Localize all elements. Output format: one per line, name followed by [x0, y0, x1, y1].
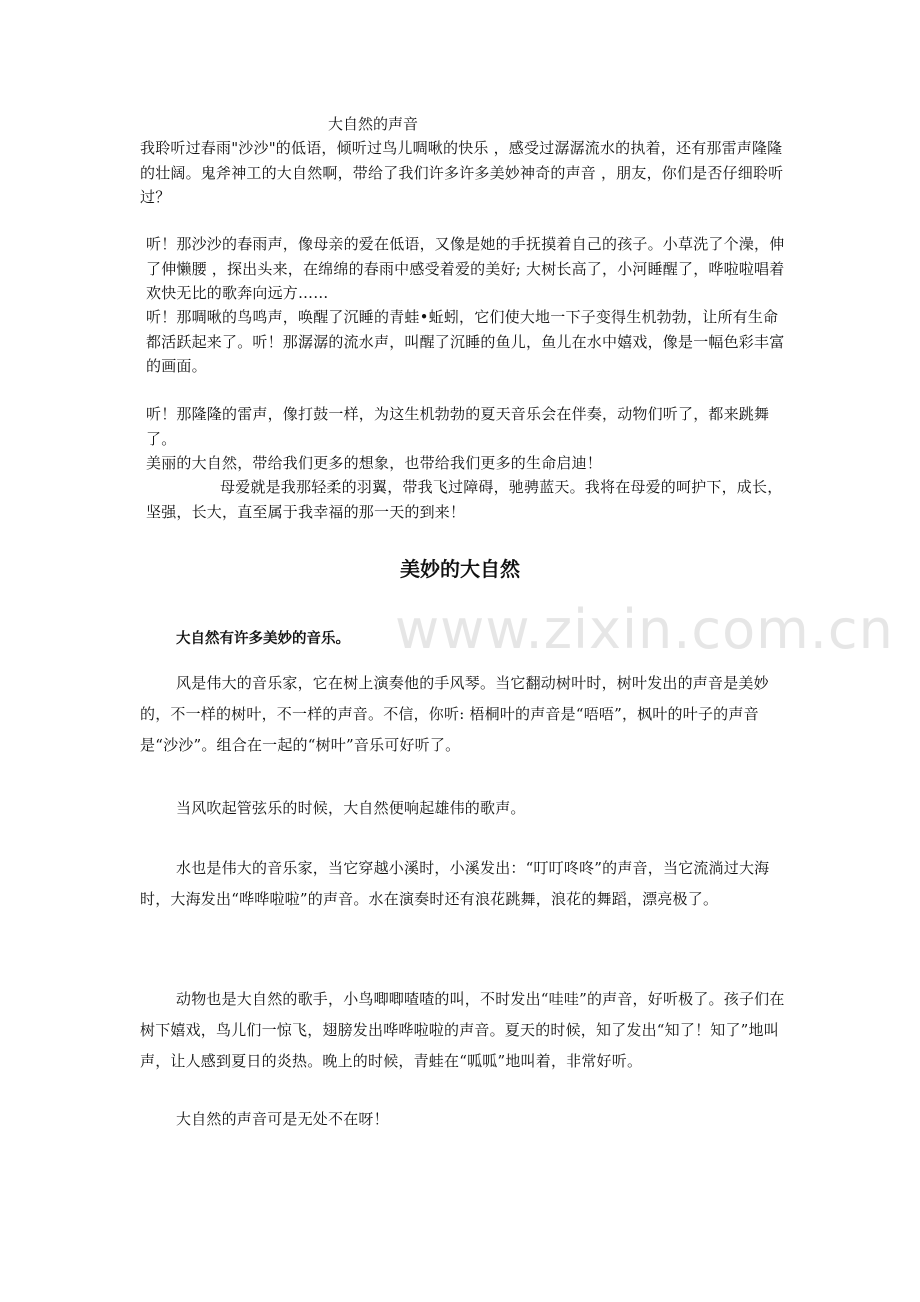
section2-paragraph-3: 水也是伟大的音乐家，当它穿越小溪时，小溪发出：“叮叮咚咚”的声音，当它流淌过大海时，大海发出“哗哗啦啦”的声音。水在演奏时还有浪花跳舞，浪花的舞蹈，漂亮极了。	[140, 859, 770, 908]
section2-paragraph-1: 风是伟大的音乐家，它在树上演奏他的手风琴。当它翻动树叶时，树叶发出的声音是美妙的，不一样的树叶，不一样的声音。不信，你听: 梧桐叶的声音是“唔唔”，枫叶的叶子的声音是“沙沙”。组合在一起的“树叶”音乐可好听了。	[140, 674, 769, 754]
section2-subheading: 大自然有许多美妙的音乐。	[176, 631, 350, 647]
watermark-text: www.zixin.com.cn	[395, 598, 894, 661]
section2-paragraph-5: 大自然的声音可是无处不在呀！	[176, 1110, 389, 1128]
section1-paragraph-4: 听！那隆隆的雷声，像打鼓一样，为这生机勃勃的夏天音乐会在伴奏，动物们听了，都来跳舞了。	[146, 405, 770, 448]
section1-paragraph-3: 听！那啁啾的鸟鸣声，唤醒了沉睡的青蛙•蚯蚓，它们使大地一下子变得生机勃勃，让所有生命都活跃起来了。听！那潺潺的流水声，叫醒了沉睡的鱼儿，鱼儿在水中嬉戏，像是一幅色彩丰富的画面。	[146, 308, 785, 375]
section1-paragraph-2: 听！那沙沙的春雨声，像母亲的爱在低语，又像是她的手抚摸着自己的孩子。小草洗了个澡，伸了伸懒腰 ，探出头来，在绵绵的春雨中感受着爱的美好; 大树长高了，小河睡醒了，哗啦啦唱着欢快无比的歌奔向远方……	[146, 235, 785, 302]
section2-paragraph-4: 动物也是大自然的歌手，小鸟唧唧喳喳的叫，不时发出“哇哇”的声音，好听极了。孩子们在树下嬉戏，鸟儿们一惊飞，翅膀发出哗哗啦啦的声音。夏天的时候，知了发出“知了！知了”地叫声，让人感到夏日的炎热。晚上的时候，青蛙在“呱呱”地叫着，非常好听。	[140, 990, 785, 1070]
section2-title: 美妙的大自然	[400, 557, 520, 581]
section2-paragraph-2: 当风吹起管弦乐的时候，大自然便响起雄伟的歌声。	[176, 799, 526, 817]
section1-paragraph-1: 我聆听过春雨"沙沙"的低语，倾听过鸟儿啁啾的快乐 ，感受过潺潺流水的执着，还有那雷声隆隆的壮阔。鬼斧神工的大自然啊，带给了我们许多许多美妙神奇的声音 ，朋友，你们是否仔细聆听过？	[140, 139, 784, 206]
section1-paragraph-5: 美丽的大自然，带给我们更多的想象，也带给我们更多的生命启迪！	[146, 454, 603, 472]
section1-paragraph-6: 母爱就是我那轻柔的羽翼，带我飞过障碍，驰骋蓝天。我将在母爱的呵护下，成长，坚强，长大，直至属于我幸福的那一天的到来！	[146, 478, 783, 521]
section1-title: 大自然的声音	[328, 115, 419, 133]
